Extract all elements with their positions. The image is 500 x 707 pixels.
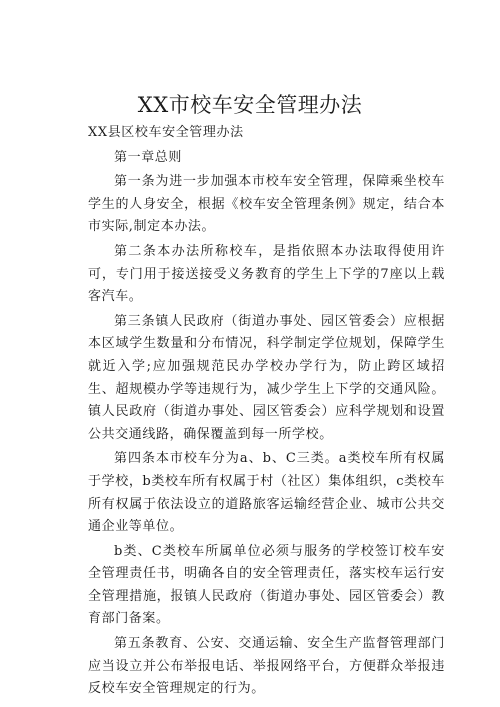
document-subtitle: XX县区校车安全管理办法 [88,125,244,140]
paragraph-article-1: 第一条为进一步加强本市校车安全管理，保障乘坐校车学生的人身安全，根据《校车安全管理条例》规定，结合本市实际,制定本办法。 [88,174,445,235]
paragraph-article-4: 第四条本市校车分为a、b、C三类。a类校车所有权属于学校，b类校车所有权属于村（社区）集体组织，c类校车所有权属于依法设立的道路旅客运输经营企业、城市公共交通企业等单位。 [88,451,445,535]
chapter-heading: 第一章总则 [114,149,183,165]
paragraph-article-4-continued: b类、C类校车所属单位必须与服务的学校签订校车安全管理责任书，明确各自的安全管理责任，落实校车运行安全管理措施，报镇人民政府（街道办事处、园区管委会）教育部门备案。 [88,543,445,627]
paragraph-article-3: 第三条镇人民政府（街道办事处、园区管委会）应根据本区域学生数量和分布情况，科学制定学位规划，保障学生就近入学;应加强规范民办学校办学行为，防止跨区域招生、超规模办学等违规行为，减少学生上下学的交通风险。镇人民政府（街道办事处、园区管委会）应科学规划和设置公共交通线路，确保覆盖到每一所学校。 [88,313,445,442]
paragraph-article-5: 第五条教育、公安、交通运输、安全生产监督管理部门应当设立并公布举报电话、举报网络平台，方便群众举报违反校车安全管理规定的行为。 [88,636,445,697]
document-body [88,122,445,703]
paragraph-article-2: 第二条本办法所称校车，是指依照本办法取得使用许可，专门用于接送接受义务教育的学生上下学的7座以上载客汽车。 [88,243,445,305]
document-title: XX市校车安全管理办法 [137,93,363,117]
